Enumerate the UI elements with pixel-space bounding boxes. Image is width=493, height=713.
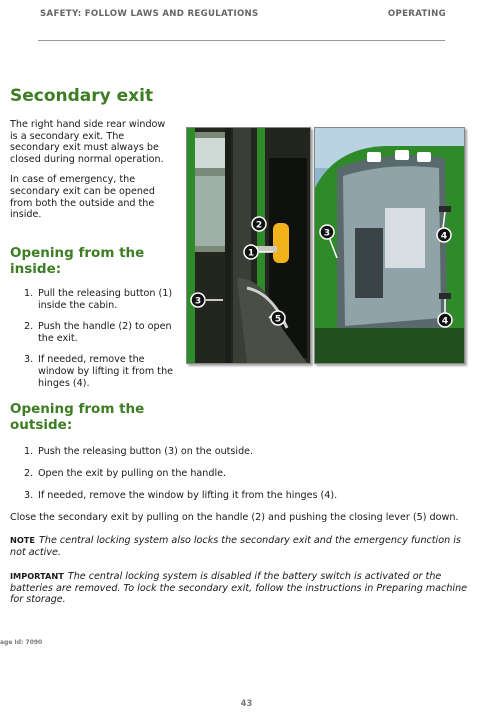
svg-text:5: 5	[274, 314, 282, 325]
svg-text:3: 3	[323, 228, 331, 239]
callout-marker	[271, 311, 285, 325]
callout-marker	[437, 228, 451, 242]
list-item	[24, 468, 464, 480]
step-text: Open the exit by pulling on the handle.	[38, 467, 227, 479]
svg-text:2: 2	[255, 220, 263, 231]
important-label: IMPORTANT	[10, 571, 64, 581]
note-label: NOTE	[10, 535, 35, 545]
page-id: age Id: 7090	[0, 639, 43, 646]
step-text: Push the releasing button (3) on the outside.	[38, 446, 254, 457]
intro-text	[10, 119, 175, 230]
svg-text:1: 1	[247, 248, 255, 259]
photo-inside-exit	[186, 127, 311, 364]
callout-marker	[252, 217, 266, 231]
callout-marker	[244, 245, 258, 259]
steps-outside-list	[24, 446, 464, 512]
callout-marker	[191, 293, 205, 307]
list-item	[24, 288, 174, 311]
step-number: 3.	[24, 489, 34, 501]
list-item	[24, 354, 174, 389]
step-number: 1.	[24, 446, 34, 457]
intro-paragraph: In case of emergency, the secondary exit can be opened from both the outside and the inside.	[10, 174, 155, 221]
step-number: 2.	[24, 321, 34, 333]
step-text: Pull the releasing button (1) inside the cabin.	[38, 288, 173, 311]
step-number: 3.	[24, 354, 34, 366]
closing-instruction: Close the secondary exit by pulling on the handle (2) and pushing the closing lever (5) down.	[10, 512, 459, 523]
heading-inside: Opening from the inside:	[10, 245, 145, 277]
steps-inside-list	[24, 288, 174, 399]
running-header-section: SAFETY: FOLLOW LAWS AND REGULATIONS	[40, 9, 259, 19]
intro-paragraph: The right hand side rear window is a secondary exit. The secondary exit must always be closed during normal operation.	[10, 119, 166, 165]
svg-text:4: 4	[441, 316, 449, 327]
step-number: 2.	[24, 467, 34, 479]
step-text: If needed, remove the window by lifting it from the hinges (4).	[38, 354, 174, 389]
important-text: The central locking system is disabled if the battery switch is activated or the batteries are removed. To lock the secondary exit, follow the instructions in Preparing machine for storage.	[10, 571, 468, 606]
page-number: 43	[240, 698, 253, 708]
page-title: Secondary exit	[10, 86, 154, 106]
note-block	[10, 535, 475, 558]
photo-outside-exit	[314, 127, 465, 364]
callout-marker	[320, 225, 334, 239]
header-rule	[38, 40, 445, 41]
heading-outside: Opening from the outside:	[10, 401, 145, 433]
list-item	[24, 490, 464, 502]
callout-marker	[438, 313, 452, 327]
note-text: The central locking system also locks the secondary exit and the emergency function is not active.	[10, 535, 461, 558]
important-block	[10, 571, 480, 606]
step-text: Push the handle (2) to open the exit.	[38, 321, 172, 344]
svg-text:4: 4	[440, 231, 448, 242]
list-item	[24, 321, 174, 344]
svg-text:3: 3	[194, 296, 202, 307]
list-item	[24, 446, 464, 458]
step-text: If needed, remove the window by lifting it from the hinges (4).	[38, 489, 338, 501]
running-header-chapter: OPERATING	[387, 9, 446, 19]
step-number: 1.	[24, 288, 34, 299]
